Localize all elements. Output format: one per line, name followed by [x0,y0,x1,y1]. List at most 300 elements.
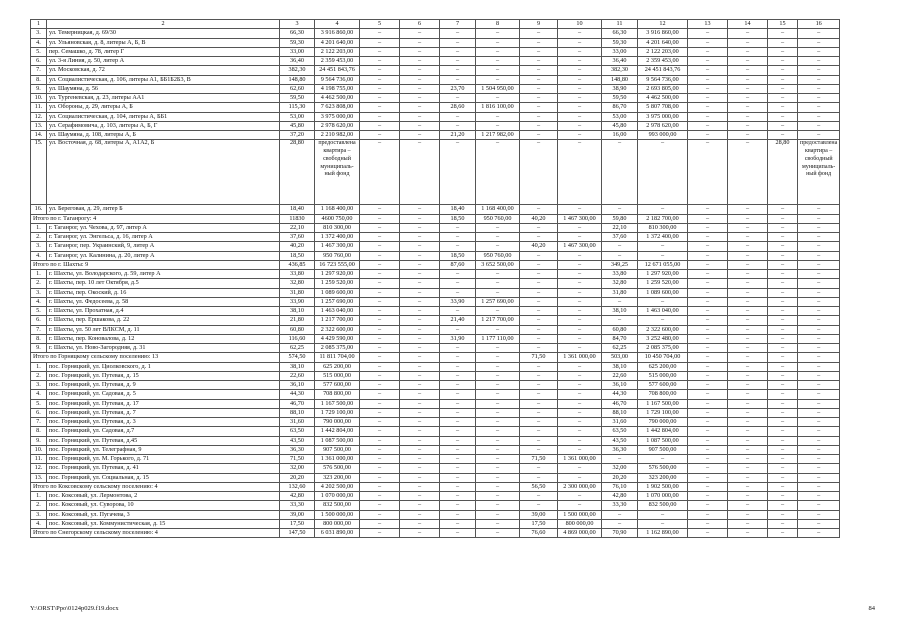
table-cell: – [728,436,768,445]
table-cell: – [400,270,440,279]
table-cell: 84,70 [602,334,638,343]
table-cell: 132,60 [280,482,315,491]
table-cell: – [688,381,728,390]
subtotal-row [31,214,840,223]
table-cell: 1 361 000,00 [558,353,602,362]
table-cell: – [768,344,798,353]
table-cell: – [476,223,520,232]
table-cell: 32,00 [280,464,315,473]
row-number: 6. [31,57,47,66]
table-cell: 800 000,00 [558,519,602,528]
table-cell: – [798,418,840,427]
table-cell: – [360,436,400,445]
table-cell: 1 500 000,00 [558,510,602,519]
table-cell: – [768,297,798,306]
table-cell: 17,50 [280,519,315,528]
table-cell: 625 200,00 [638,362,688,371]
table-cell: 1 070 000,00 [638,492,688,501]
table-cell: 1 361 000,00 [315,455,360,464]
table-cell: 907 500,00 [638,445,688,454]
table-cell: 323 200,00 [638,473,688,482]
table-cell: 1 089 600,00 [315,288,360,297]
table-cell: – [520,94,558,103]
table-cell: – [400,288,440,297]
table-row [31,399,840,408]
table-cell: – [476,75,520,84]
table-cell: – [476,270,520,279]
table-cell: – [360,260,400,269]
table-cell: – [400,140,440,205]
address-cell: пер. Семашко, д. 78, литер Г [47,47,280,56]
table-cell: – [558,140,602,205]
table-cell: 53,00 [280,112,315,121]
table-cell: 20,20 [280,473,315,482]
table-cell: – [688,47,728,56]
table-cell: 1 177 110,00 [476,334,520,343]
table-cell: – [688,510,728,519]
table-row [31,205,840,214]
table-cell: 33,00 [280,47,315,56]
table-cell: – [688,260,728,269]
table-cell: – [558,260,602,269]
table-cell: – [400,75,440,84]
row-number: 2. [31,279,47,288]
table-cell: – [768,492,798,501]
table-cell: – [476,418,520,427]
table-cell: 12 671 055,00 [638,260,688,269]
address-cell: г. Шахты, ул. Ново-Загородняя, д. 31 [47,344,280,353]
table-cell: – [520,223,558,232]
table-row [31,112,840,121]
table-row [31,492,840,501]
row-number: 7. [31,66,47,75]
address-cell: ул. Серафимовича, д. 103, литеры А, Б, Г [47,121,280,130]
table-cell: – [558,205,602,214]
table-cell: 53,00 [602,112,638,121]
table-cell: 4 201 640,00 [638,38,688,47]
table-cell: 33,90 [280,297,315,306]
table-cell: – [440,223,476,232]
table-cell: – [688,371,728,380]
table-cell: – [728,297,768,306]
table-cell: 2 978 620,00 [315,121,360,130]
table-cell: – [728,344,768,353]
table-cell: 59,30 [602,38,638,47]
address-cell: г. Шахты, ул. Федосеева, д. 58 [47,297,280,306]
table-cell: 36,10 [280,381,315,390]
table-cell: – [440,29,476,38]
table-cell: – [768,75,798,84]
table-row [31,140,840,205]
table-cell: – [476,473,520,482]
table-cell: – [520,325,558,334]
table-cell: – [400,223,440,232]
address-cell: пос. Горняцкий, ул. М. Горького, д. 71 [47,455,280,464]
table-cell: – [360,112,400,121]
table-cell: 71,50 [520,353,558,362]
table-cell: – [476,399,520,408]
table-cell: – [728,131,768,140]
table-cell: – [360,482,400,491]
table-cell: – [728,279,768,288]
table-cell: – [440,371,476,380]
table-cell: – [520,344,558,353]
table-cell: – [558,29,602,38]
table-cell: – [558,344,602,353]
table-cell: – [798,75,840,84]
table-row [31,270,840,279]
table-cell: – [602,251,638,260]
table-cell: – [360,492,400,501]
table-cell: – [798,427,840,436]
table-cell: 1 162 890,00 [638,529,688,538]
table-cell: – [520,362,558,371]
table-cell: – [520,399,558,408]
table-cell: 44,30 [602,390,638,399]
row-number: 2. [31,233,47,242]
table-cell: 71,50 [280,455,315,464]
row-number: 7. [31,418,47,427]
table-cell: – [400,112,440,121]
table-cell: – [400,510,440,519]
table-row [31,29,840,38]
table-row [31,325,840,334]
table-cell: – [798,66,840,75]
table-cell: – [688,390,728,399]
table-cell: – [520,445,558,454]
column-header: 8 [476,20,520,29]
table-cell: – [440,482,476,491]
table-cell: – [476,325,520,334]
table-cell: – [768,399,798,408]
table-cell: – [476,288,520,297]
table-cell: 28,80 [280,140,315,205]
table-cell: – [400,390,440,399]
table-cell: – [728,473,768,482]
table-cell: – [798,279,840,288]
table-cell: – [440,408,476,417]
table-cell: 2 693 805,00 [638,84,688,93]
table-cell: – [688,492,728,501]
table-cell: – [768,242,798,251]
table-cell: – [728,140,768,205]
table-cell: – [688,408,728,417]
table-cell: 2 182 700,00 [638,214,688,223]
table-cell: – [688,501,728,510]
table-cell: 1 167 500,00 [315,399,360,408]
table-cell: – [798,473,840,482]
table-cell: – [728,47,768,56]
table-cell: – [768,112,798,121]
table-cell: – [798,223,840,232]
table-cell: – [558,112,602,121]
table-cell: 1 087 500,00 [315,436,360,445]
table-cell: 3 916 860,00 [315,29,360,38]
table-cell: – [728,408,768,417]
table-cell: – [360,270,400,279]
table-cell: 116,60 [280,334,315,343]
table-cell: – [476,455,520,464]
table-cell: 3 975 000,00 [315,112,360,121]
table-cell: 21,80 [280,316,315,325]
row-number: 2. [31,501,47,510]
address-cell: ул. Шаумяна, д. 56 [47,84,280,93]
address-cell: пос. Горняцкий, ул. Садовая, д.7 [47,427,280,436]
table-cell: – [360,418,400,427]
table-cell: 18,50 [280,251,315,260]
table-cell: – [638,205,688,214]
table-cell: 39,00 [520,510,558,519]
row-number: 8. [31,75,47,84]
table-cell: 32,80 [602,279,638,288]
table-cell: – [798,353,840,362]
table-cell: 11 811 704,00 [315,353,360,362]
table-cell: 323 200,00 [315,473,360,482]
table-cell: – [798,112,840,121]
table-cell: 950 760,00 [315,251,360,260]
row-number: 4. [31,38,47,47]
table-cell: – [768,427,798,436]
table-cell: 2 322 600,00 [315,325,360,334]
table-cell: – [558,418,602,427]
table-cell: – [688,353,728,362]
table-row [31,75,840,84]
table-cell: 4 429 590,00 [315,334,360,343]
table-cell: – [360,390,400,399]
table-cell: 42,80 [280,492,315,501]
table-row [31,297,840,306]
table-cell: – [520,427,558,436]
table-cell: – [360,242,400,251]
table-cell: 148,80 [602,75,638,84]
table-cell: – [688,288,728,297]
table-cell: – [440,233,476,242]
row-number: 4. [31,251,47,260]
table-cell: – [476,279,520,288]
table-cell: – [520,205,558,214]
table-cell: 1 087 500,00 [638,436,688,445]
table-cell: – [558,75,602,84]
table-cell: 45,80 [280,121,315,130]
address-cell: ул. Береговая, д. 29, литер Б [47,205,280,214]
table-cell: – [768,390,798,399]
table-row [31,316,840,325]
table-cell: – [688,482,728,491]
table-cell: 1 463 040,00 [638,307,688,316]
table-cell: 1 500 000,00 [315,510,360,519]
table-cell: – [688,75,728,84]
row-number: 3. [31,510,47,519]
table-cell: – [400,29,440,38]
table-cell: – [440,66,476,75]
address-cell: пос. Коксовый, ул. Суворова, 10 [47,501,280,510]
table-cell: – [360,427,400,436]
table-cell: 10 450 704,00 [638,353,688,362]
table-cell: – [688,344,728,353]
table-cell: – [688,84,728,93]
table-cell: – [728,362,768,371]
table-cell: – [440,38,476,47]
table-cell: 59,50 [602,94,638,103]
table-cell: 1 217 700,00 [476,316,520,325]
table-cell: – [728,371,768,380]
table-cell: 1 816 100,00 [476,103,520,112]
table-cell: 33,90 [440,297,476,306]
table-cell: – [400,519,440,528]
table-cell: 3 252 480,00 [638,334,688,343]
table-cell: – [440,112,476,121]
table-cell: – [768,270,798,279]
table-cell: – [728,29,768,38]
table-cell: – [558,325,602,334]
table-cell: – [476,233,520,242]
table-cell: 1 442 804,00 [638,427,688,436]
row-number: 1. [31,492,47,501]
table-cell: 37,60 [602,233,638,242]
table-cell: 31,60 [602,418,638,427]
column-header: 13 [688,20,728,29]
table-cell: 33,80 [602,270,638,279]
table-row [31,94,840,103]
table-cell: 17,50 [520,519,558,528]
table-cell: – [520,408,558,417]
table-cell: 2 122 203,00 [638,47,688,56]
table-cell: 38,10 [280,307,315,316]
table-cell: – [768,464,798,473]
table-cell: 28,60 [440,103,476,112]
table-cell: 38,10 [602,362,638,371]
table-cell: 1 297 920,00 [315,270,360,279]
table-cell: – [768,279,798,288]
table-row [31,381,840,390]
row-number: 12. [31,112,47,121]
address-cell: ул. Социалистическая, д. 106, литеры А1, ББ1Б2Б3, В [47,75,280,84]
table-row [31,408,840,417]
table-cell: – [558,94,602,103]
table-cell: – [520,371,558,380]
table-cell: – [688,270,728,279]
table-row [31,344,840,353]
table-cell: – [768,529,798,538]
table-cell: – [688,418,728,427]
table-cell: – [768,38,798,47]
table-cell: – [728,445,768,454]
table-cell: – [360,297,400,306]
table-cell: – [768,131,798,140]
row-number: 9. [31,344,47,353]
table-cell: 22,10 [280,223,315,232]
address-cell: ул. Шаумяна, д. 108, литеры А, Б [47,131,280,140]
table-cell: – [520,288,558,297]
table-cell: – [728,270,768,279]
table-cell: 515 000,00 [315,371,360,380]
table-cell: – [400,344,440,353]
table-cell: 16,00 [602,131,638,140]
table-cell: – [798,242,840,251]
table-cell: 2 359 453,00 [638,57,688,66]
table-cell: – [440,381,476,390]
table-cell: 382,30 [602,66,638,75]
table-cell: – [360,529,400,538]
table-cell: – [520,251,558,260]
table-cell: – [688,529,728,538]
table-cell: – [798,307,840,316]
table-cell: 31,90 [440,334,476,343]
address-cell: пос. Горняцкий, ул. Путевая, д. 7 [47,408,280,417]
table-cell: 63,50 [602,427,638,436]
table-cell: – [400,362,440,371]
table-cell: – [558,408,602,417]
table-cell: 36,30 [280,445,315,454]
table-cell: 21,40 [440,316,476,325]
table-cell: – [688,29,728,38]
table-cell: – [440,427,476,436]
address-cell: пос. Горняцкий, ул. Путевая, д.45 [47,436,280,445]
table-cell: – [360,75,400,84]
row-number: 9. [31,84,47,93]
table-cell: – [476,140,520,205]
table-cell: – [440,418,476,427]
table-cell: 36,10 [602,381,638,390]
table-cell: – [360,519,400,528]
table-cell: – [728,307,768,316]
table-cell: – [476,492,520,501]
table-cell: 16 723 555,00 [315,260,360,269]
table-cell: – [360,131,400,140]
table-cell: 790 000,00 [638,418,688,427]
table-cell: – [476,38,520,47]
table-cell: 22,60 [602,371,638,380]
table-cell: – [728,455,768,464]
table-cell: – [798,344,840,353]
table-row [31,251,840,260]
table-cell: – [798,399,840,408]
table-cell: 1 463 040,00 [315,307,360,316]
table-cell: – [602,205,638,214]
table-cell: – [728,223,768,232]
table-cell: 2 210 982,00 [315,131,360,140]
table-cell: 574,50 [280,353,315,362]
table-cell: 2 359 453,00 [315,57,360,66]
table-cell: – [400,455,440,464]
table-row [31,464,840,473]
table-cell: 1 259 520,00 [638,279,688,288]
table-cell: – [520,390,558,399]
table-cell: – [360,57,400,66]
table-cell: 31,80 [280,288,315,297]
table-cell: – [798,529,840,538]
address-cell: пос. Коксовый, ул. Коммунистическая, д. 15 [47,519,280,528]
table-row [31,390,840,399]
table-cell: – [688,464,728,473]
table-cell: 32,00 [602,464,638,473]
table-cell: – [728,94,768,103]
table-cell: – [728,233,768,242]
address-cell: г. Шахты, пер. 10 лет Октября, д.5 [47,279,280,288]
table-cell: – [798,482,840,491]
row-number: 15. [31,140,47,205]
table-cell: – [768,473,798,482]
table-cell: – [476,112,520,121]
table-cell: – [688,121,728,130]
table-cell: 59,50 [280,94,315,103]
table-cell: – [728,66,768,75]
table-cell: 76,60 [520,529,558,538]
table-cell: – [360,47,400,56]
table-cell: – [400,205,440,214]
table-cell: – [520,233,558,242]
row-number: 6. [31,316,47,325]
